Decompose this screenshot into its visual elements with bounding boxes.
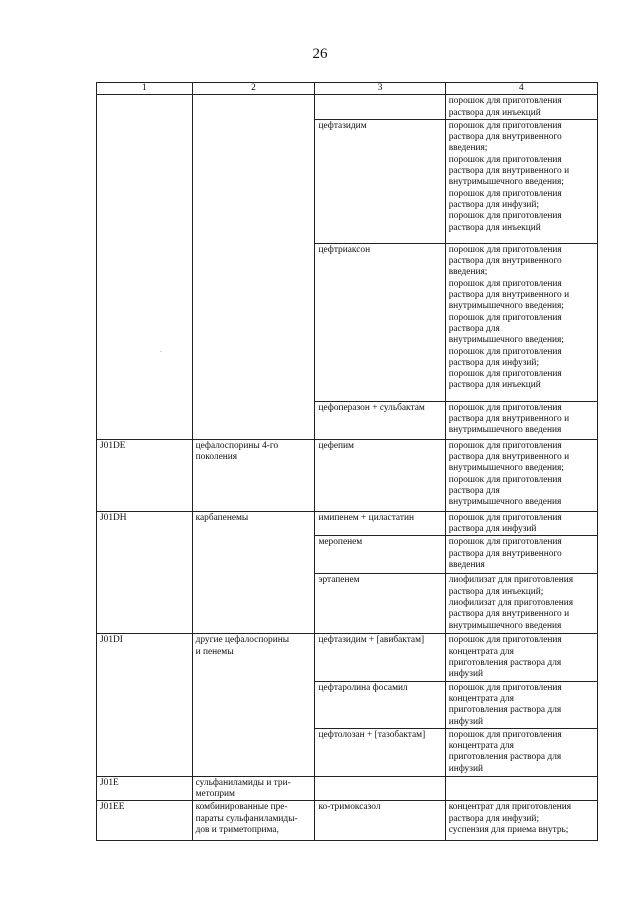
dosage-form-line: порошок для приготовления <box>448 635 562 646</box>
dosage-form-line: внутримышечного введения <box>448 425 562 436</box>
dosage-form-line: порошок для приготовления <box>448 154 562 165</box>
group-line: и пенемы <box>195 646 234 657</box>
drug-name-cell: меропенем <box>315 536 445 574</box>
group-line: другие цефалоспорины <box>195 635 290 646</box>
atc-code-cell: J01DH <box>97 511 193 634</box>
dosage-form-line: раствора для внутривенного и <box>448 290 570 301</box>
dosage-form-line: порошок для приготовления <box>448 512 562 523</box>
dosage-form-line: раствора для внутривенного и <box>448 609 570 620</box>
dosage-forms-cell <box>445 536 597 574</box>
group-cell <box>192 95 315 440</box>
dosage-form-line: введения; <box>448 143 488 154</box>
drug-name-cell: цефтолозан + [тазобактам] <box>315 728 445 776</box>
dosage-forms-cell <box>445 776 597 801</box>
dosage-form-line: раствора для инъекций <box>448 380 541 391</box>
drug-name-cell: ко-тримоксазол <box>315 801 445 841</box>
dosage-form-line: раствора для внутривенного и <box>448 452 570 463</box>
atc-code-cell <box>97 95 193 440</box>
group-line: карбапенемы <box>195 512 249 523</box>
dosage-form-line: раствора для инфузий <box>448 524 537 535</box>
dosage-forms-cell <box>445 439 597 511</box>
dosage-form-line: инфузий <box>448 669 483 680</box>
dosage-form-line: раствора для инъекций <box>448 107 541 118</box>
group-cell <box>192 511 315 634</box>
dosage-form-line: раствора для инфузий; <box>448 357 540 368</box>
dosage-forms-cell <box>445 728 597 776</box>
dosage-form-line: порошок для приготовления <box>448 188 562 199</box>
dosage-form-line: раствора для внутривенного <box>448 256 562 267</box>
dosage-form-line: инфузий <box>448 716 483 727</box>
group-line: дов и триметоприма, <box>195 825 279 836</box>
atc-code-cell: J01DE <box>97 439 193 511</box>
dosage-forms-cell <box>445 511 597 536</box>
table-row <box>97 439 598 511</box>
group-line: метоприм <box>195 789 235 800</box>
drug-name-cell <box>315 776 445 801</box>
drug-name-cell: имипенем + циластатин <box>315 511 445 536</box>
dosage-form-line: порошок для приготовления <box>448 402 562 413</box>
group-line: параты сульфаниламиды- <box>195 813 298 824</box>
dosage-form-line: порошок для приготовления <box>448 96 562 107</box>
dosage-form-line: порошок для приготовления <box>448 120 562 131</box>
dosage-form-line: приготовления раствора для <box>448 752 562 763</box>
dosage-forms-cell <box>445 119 597 243</box>
dosage-form-line: введения <box>448 560 485 571</box>
dosage-forms-cell <box>445 95 597 120</box>
dosage-form-line: порошок для приготовления <box>448 244 562 255</box>
table-row <box>97 776 598 801</box>
header-col-3: 3 <box>315 83 445 95</box>
dosage-form-line: внутримышечного введения; <box>448 463 564 474</box>
dosage-form-line: порошок для приготовления <box>448 537 562 548</box>
dosage-form-line: порошок для приготовления <box>448 369 562 380</box>
dosage-form-line: порошок для приготовления <box>448 440 562 451</box>
dosage-form-line: внутримышечного введения; <box>448 301 564 312</box>
group-line: цефалоспорины 4-го <box>195 440 279 451</box>
dosage-form-line: концентрата для <box>448 693 514 704</box>
atc-code-cell: J01E <box>97 776 193 801</box>
dosage-forms-cell <box>445 574 597 634</box>
group-line: поколения <box>195 452 238 463</box>
drug-name-cell: цефтриаксон <box>315 243 445 401</box>
dosage-forms-cell <box>445 681 597 728</box>
atc-code-cell: J01EE <box>97 801 193 841</box>
dosage-form-line: приготовления раствора для <box>448 658 562 669</box>
dosage-forms-cell <box>445 634 597 681</box>
dosage-forms-cell <box>445 801 597 841</box>
dosage-form-line: раствора для инфузий; <box>448 813 540 824</box>
dosage-form-line: внутримышечного введения <box>448 620 562 631</box>
table-row <box>97 634 598 681</box>
table-row <box>97 511 598 536</box>
drug-name-cell <box>315 95 445 120</box>
margin-mark: . <box>160 346 162 354</box>
group-cell <box>192 776 315 801</box>
group-line: сульфаниламиды и три- <box>195 777 291 788</box>
dosage-form-line: порошок для приготовления <box>448 312 562 323</box>
dosage-form-line: порошок для приготовления <box>448 346 562 357</box>
dosage-form-line: введения; <box>448 267 488 278</box>
group-cell <box>192 439 315 511</box>
atc-code-cell: J01DI <box>97 634 193 776</box>
dosage-form-line: раствора для внутривенного и <box>448 166 570 177</box>
dosage-form-line: раствора для <box>448 323 500 334</box>
group-cell <box>192 801 315 841</box>
dosage-form-line: порошок для приготовления <box>448 682 562 693</box>
dosage-form-line: раствора для внутривенного <box>448 132 562 143</box>
table-row <box>97 801 598 841</box>
group-line: комбинированные пре- <box>195 802 288 813</box>
dosage-form-line: внутримышечного введения; <box>448 335 564 346</box>
drug-name-cell: цефтазидим + [авибактам] <box>315 634 445 681</box>
dosage-form-line: раствора для внутривенного <box>448 548 562 559</box>
dosage-form-line: приготовления раствора для <box>448 705 562 716</box>
dosage-form-line: внутримышечного введения; <box>448 177 564 188</box>
header-col-1: 1 <box>97 83 193 95</box>
drug-table <box>96 82 598 841</box>
table-header-row <box>97 83 598 95</box>
drug-name-cell: цефепим <box>315 439 445 511</box>
drug-name-cell: цефоперазон + сульбактам <box>315 401 445 439</box>
dosage-form-line: концентрата для <box>448 646 514 657</box>
drug-name-cell: цефтазидим <box>315 119 445 243</box>
dosage-form-line: порошок для приготовления <box>448 474 562 485</box>
dosage-form-line: внутримышечного введения <box>448 497 562 508</box>
dosage-form-line: концентрата для <box>448 741 514 752</box>
group-cell <box>192 634 315 776</box>
dosage-form-line: раствора для инфузий; <box>448 199 540 210</box>
page-number: 26 <box>312 46 328 62</box>
dosage-form-line: раствора для инъекций; <box>448 586 544 597</box>
dosage-form-line: раствора для инъекций <box>448 222 541 233</box>
dosage-form-line: лиофилизат для приготовления <box>448 598 574 609</box>
dosage-form-line: лиофилизат для приготовления <box>448 575 574 586</box>
dosage-form-line: порошок для приготовления <box>448 278 562 289</box>
drug-name-cell: эртапенем <box>315 574 445 634</box>
dosage-forms-cell <box>445 243 597 401</box>
header-col-4: 4 <box>445 83 597 95</box>
dosage-form-line: порошок для приготовления <box>448 729 562 740</box>
dosage-form-line: суспензия для приема внутрь; <box>448 825 569 836</box>
dosage-form-line: концентрат для приготовления <box>448 802 572 813</box>
dosage-form-line: раствора для внутривенного и <box>448 414 570 425</box>
dosage-form-line: инфузий <box>448 763 483 774</box>
dosage-forms-cell <box>445 401 597 439</box>
dosage-form-line: порошок для приготовления <box>448 211 562 222</box>
drug-name-cell: цефтаролина фосамил <box>315 681 445 728</box>
header-col-2: 2 <box>192 83 315 95</box>
table-row <box>97 95 598 120</box>
dosage-form-line: раствора для <box>448 486 500 497</box>
